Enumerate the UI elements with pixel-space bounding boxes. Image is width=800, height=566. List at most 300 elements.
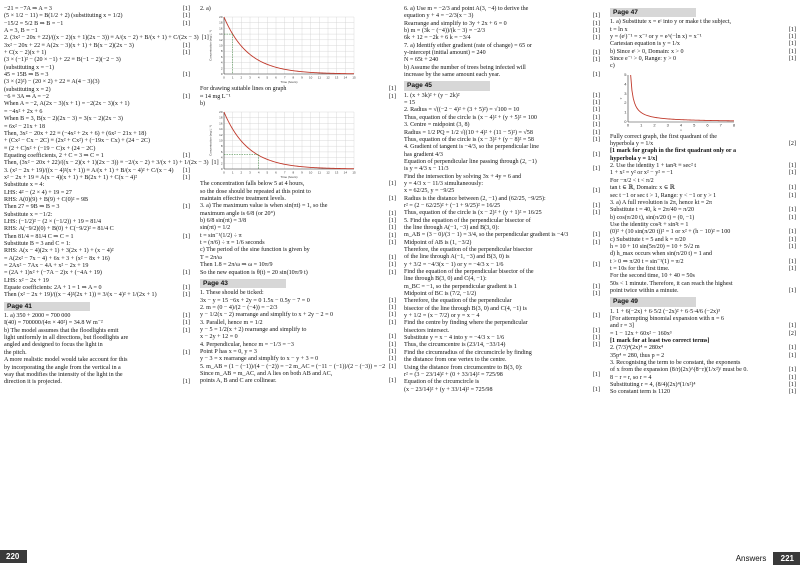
answer-line: [200, 371, 396, 378]
section-header: Page 41: [4, 302, 90, 311]
mark-allocation: [187, 263, 190, 270]
mark-allocation: [597, 254, 600, 261]
answer-text: is y = 4/3 x − 11/3: [404, 166, 449, 173]
answer-line: [404, 181, 600, 188]
answer-text: (3 × (2)²) − (20 × 2) + 22 ≡ A(4 − 3)(3): [4, 79, 100, 86]
x-tick-label: 8: [732, 122, 736, 128]
answer-text: Then 81/4 = 81/4 C ⇒ C = 1: [4, 233, 74, 240]
answer-line: [4, 226, 190, 233]
x-tick-label: 9: [301, 170, 303, 175]
series-curve: [631, 75, 734, 121]
mark-allocation: [597, 225, 600, 232]
answer-text: equation y + 4 = −2/3(x − 3): [404, 13, 474, 20]
answer-line: [200, 364, 396, 371]
mark-allocation: [597, 298, 600, 305]
y-tick-label: 20: [219, 15, 223, 20]
mark-allocation: [1]: [788, 207, 796, 214]
answer-text: Then 1.8 = 2π/ω ⇒ ω = 10π/9: [200, 262, 273, 269]
answer-text: Since e⁻ᵗ > 0, Range: y > 0: [610, 56, 677, 63]
mark-allocation: [1]: [388, 218, 396, 225]
answer-text: 3x − y = 15 −6x + 2y = 0 1.5x − 0.5y − 7 = 0: [200, 297, 310, 304]
answer-line: [4, 292, 190, 299]
mark-allocation: [1]: [592, 50, 600, 57]
mark-allocation: [187, 278, 190, 285]
mark-allocation: [1]: [788, 287, 796, 294]
answer-text: b) cos(π/20 t), sin(π/20 t) = (0, −1): [610, 214, 695, 221]
answer-line: [610, 367, 796, 374]
answer-line: [4, 146, 190, 153]
answer-line: [404, 50, 600, 57]
answer-text: b) m = (3k − (−4))/(k − 3) = −2/3: [404, 28, 486, 35]
y-tick-label: 1: [624, 109, 627, 115]
mark-allocation: [1]: [788, 26, 796, 33]
mark-allocation: [1]: [592, 57, 600, 64]
x-tick-label: 11: [317, 75, 321, 80]
answer-text: Thus, equation of the circle is (x − 4)² + (y + 5)² = 100: [404, 114, 537, 121]
mark-allocation: [597, 365, 600, 372]
mark-allocation: [1]: [388, 240, 396, 247]
mark-allocation: [1]: [182, 320, 190, 327]
x-tick-label: 13: [334, 75, 339, 80]
y-tick-label: 8: [220, 144, 223, 149]
section-header: Page 43: [200, 279, 286, 288]
answer-line: [4, 65, 190, 72]
answer-text: t = ln x: [610, 26, 628, 33]
answer-text: r² = (3 − 23/14)² + (0 + 33/14)² = 725/98: [404, 371, 503, 378]
y-tick-label: 6: [220, 55, 223, 60]
x-tick-label: 9: [301, 75, 303, 80]
mark-allocation: [1]: [182, 6, 190, 12]
mark-allocation: [1]: [182, 152, 190, 159]
answer-line: [610, 237, 796, 244]
y-tick-label: 14: [219, 32, 223, 37]
answer-text: 1. a) Substitute x = eᵗ into y or make t the subject,: [610, 19, 732, 26]
mark-allocation: [1]: [182, 327, 190, 334]
answer-text: Midpoint of AB is (1, −3/2): [404, 239, 472, 246]
mark-allocation: [187, 87, 190, 94]
footer: [0, 548, 800, 566]
answer-line: [4, 168, 190, 175]
answer-text: 5. Find the equation of the perpendicular bisector of: [404, 217, 531, 224]
mark-allocation: [793, 360, 796, 367]
mark-allocation: [1]: [592, 335, 600, 342]
mark-allocation: [1]: [388, 181, 396, 188]
answer-text: y = (eᵗ)⁻¹ = x⁻¹ or y = e^(−ln x) = x⁻¹: [610, 34, 702, 41]
answer-text: y − 1/2(x − 2) rearrange and simplify to x + 2y − 2 = 0: [200, 312, 334, 319]
answer-line: [4, 35, 209, 42]
answer-line: [610, 215, 796, 222]
y-tick-label: 3: [624, 90, 627, 96]
answer-line: [200, 181, 396, 188]
answer-text: = 15: [404, 100, 416, 107]
answer-text: has gradient 4/3: [404, 151, 443, 158]
answer-text: Rearrange and simplify to 3y + 2x + 6 = 0: [404, 20, 507, 27]
y-axis-label: Concentration (mg L⁻¹): [208, 125, 213, 157]
mark-allocation: [1]: [388, 378, 396, 385]
answer-text: 3. a) A full revolution is 2π, hence kt = 2π: [610, 199, 712, 206]
answer-text: = 2Ax² − 7Ax − 4A + x² − 2x + 19: [4, 263, 89, 270]
mark-allocation: [1]: [788, 345, 796, 352]
mark-allocation: [1]: [592, 129, 600, 136]
answer-text: y = 4/3 x − 11/3 simultaneously:: [404, 180, 484, 187]
left-page-number: 220: [0, 550, 27, 563]
mark-allocation: [1]: [388, 363, 396, 370]
answer-text: LHS: (−1/2)² − (2 × (−1/2)) + 19 = 81/4: [4, 218, 102, 225]
answer-line: [610, 288, 796, 295]
answer-text: t = sin⁻¹(1/2) ÷ π: [200, 232, 242, 239]
y-tick-label: 5: [624, 71, 627, 77]
answer-line: [4, 79, 190, 86]
x-tick-label: 2: [240, 75, 243, 80]
answer-text: 8 − r = r, so r = 4: [610, 374, 652, 381]
mark-allocation: [597, 357, 600, 364]
mark-allocation: [187, 241, 190, 248]
answer-text: and r = 3]: [610, 323, 634, 330]
answer-line: [404, 357, 600, 364]
answer-line: [610, 345, 796, 352]
answer-line: [4, 124, 190, 131]
mark-allocation: [1]: [388, 356, 396, 363]
answer-line: [4, 256, 190, 263]
answer-text: Therefore, the equation of the perpendicular bisector: [404, 247, 533, 253]
answer-text: angled and designed to focus the light in: [4, 342, 103, 349]
mark-allocation: [1]: [788, 389, 796, 396]
answers-label: Answers: [735, 554, 767, 563]
answer-line: [610, 316, 796, 323]
answer-text: maximum angle is 6/8 (or 20°): [200, 210, 276, 217]
answer-text: the pitch.: [4, 349, 27, 356]
answer-line: [200, 189, 396, 196]
answer-text: Substitute y = x − 4 into y = −4/3 x − 1/6: [404, 335, 505, 342]
mark-allocation: [1]: [788, 236, 796, 243]
answer-line: [4, 57, 190, 64]
mark-allocation: [1]: [182, 313, 190, 320]
answer-text: So constant term is 1120: [610, 389, 671, 396]
x-tick-label: 4: [257, 75, 260, 80]
mark-allocation: [597, 174, 600, 181]
mark-allocation: [597, 181, 600, 188]
answer-line: [200, 6, 396, 13]
answer-line: [4, 379, 190, 386]
answer-text: bisectors intersect.: [404, 327, 450, 334]
mark-allocation: [1]: [182, 285, 190, 292]
answer-line: [404, 379, 600, 386]
mark-allocation: [1]: [182, 174, 190, 181]
mark-allocation: [1]: [182, 94, 190, 101]
answer-line: [4, 320, 190, 327]
x-tick-label: 7: [283, 75, 286, 80]
mark-allocation: [1]: [788, 34, 796, 41]
answer-line: [610, 185, 796, 192]
answer-text: of the line through A(−1, −3) and B(3, 0) is: [404, 254, 510, 261]
answer-text: d) h_max occurs when sin(π/20 t) = 1 and: [610, 251, 712, 258]
x-tick-label: 5: [266, 170, 269, 175]
mark-allocation: [187, 124, 190, 131]
answer-line: [4, 270, 190, 277]
y-tick-label: 2: [624, 99, 627, 105]
answer-text: Equation of the circumcircle is: [404, 379, 480, 386]
section-header: Page 47: [610, 8, 696, 17]
mark-allocation: [1]: [592, 122, 600, 129]
answer-line: [610, 56, 796, 63]
answer-text: c) Substitute t = 5 and k = π/20: [610, 236, 686, 243]
mark-allocation: [187, 248, 190, 255]
answer-line: [610, 389, 796, 396]
answer-line: [200, 270, 396, 277]
y-tick-label: 16: [219, 121, 223, 126]
answer-text: = 1 − 12x + 60x² − 160x³: [610, 330, 672, 337]
answer-line: [610, 41, 796, 48]
answer-line: [610, 229, 796, 236]
mark-allocation: [793, 134, 796, 141]
answer-text: (x − 23/14)² + (y + 33/14)² = 725/98: [404, 386, 493, 393]
answer-line: [4, 190, 190, 197]
mark-allocation: [187, 146, 190, 153]
answer-line: [610, 170, 796, 177]
mark-allocation: [393, 6, 396, 13]
answer-text: b) Assume the number of trees being infected will: [404, 64, 526, 71]
answer-text: + C(x − 2)(x + 1): [4, 50, 47, 57]
mark-allocation: [393, 101, 396, 108]
answer-text: of x from the expansion (8/r)(2x)^(8−r)(1/x²)ʳ must be 0.: [610, 367, 748, 374]
answer-text: x − 2y + 12 = 0: [200, 334, 238, 341]
answer-line: [4, 87, 190, 94]
answer-line: [404, 174, 600, 181]
mark-allocation: [187, 197, 190, 204]
mark-allocation: [1]: [788, 352, 796, 359]
y-tick-label: 0: [220, 72, 223, 77]
mark-allocation: [597, 276, 600, 283]
answer-text: = (2A + 1)x² + (−7A − 2)x + (−4A + 19): [4, 270, 102, 277]
mark-allocation: [1]: [592, 151, 600, 158]
answer-line: [200, 247, 396, 254]
answer-line: [404, 240, 600, 247]
answer-line: [404, 57, 600, 64]
answer-text: y − 5 = 1/2(x + 2) rearrange and simplify to: [200, 326, 307, 333]
mark-allocation: [187, 219, 190, 226]
answer-text: ≡ (2 + C)x² + (−19 − C)x + (24 − 2C): [4, 145, 96, 152]
mark-allocation: [1]: [592, 92, 600, 99]
mark-allocation: [1]: [182, 72, 190, 79]
y-tick-label: 16: [219, 26, 223, 31]
answer-line: [610, 49, 796, 56]
answer-text: When B = 3, B(x − 2)(2x − 3) = 3(x − 2)(2x − 3): [4, 116, 123, 123]
mark-allocation: [1]: [592, 210, 600, 217]
mark-allocation: [1]: [788, 382, 796, 389]
answer-line: [4, 372, 190, 379]
answer-line: [610, 200, 796, 207]
mark-allocation: [187, 365, 190, 372]
answer-text: the line through A(−1, −3) and B(3, 0):: [404, 224, 500, 231]
answer-text: hyperbola y = 1/x]: [610, 155, 658, 162]
answer-line: [610, 353, 796, 360]
answer-text: Substitute B = 3 and C = 1:: [4, 241, 71, 247]
mark-allocation: [1]: [592, 327, 600, 334]
mark-allocation: [1]: [388, 269, 396, 276]
answer-line: [404, 72, 600, 79]
answer-text: Using the distance from circumcentre to B(3, 0):: [404, 364, 523, 371]
mark-allocation: [187, 79, 190, 86]
answer-text: Use the identity cos²t + sin²t = 1: [610, 221, 689, 228]
answer-text: Then, 3x² − 20x + 22 ≡ (−4x² + 2x + 6) + (6x² − 21x + 18): [4, 130, 147, 137]
x-tick-label: 4: [257, 170, 260, 175]
answer-line: [200, 378, 396, 385]
answer-line: [404, 28, 600, 35]
right-page-number: 221: [773, 552, 800, 565]
mark-allocation: [187, 256, 190, 263]
answer-text: 3. Centre = midpoint (3, 8): [404, 122, 470, 129]
answer-line: [200, 342, 396, 349]
x-tick-label: 7: [283, 170, 286, 175]
x-tick-label: 10: [308, 170, 313, 175]
answer-line: [4, 197, 190, 204]
answer-text: light uniformly in all directions, but floodlights are: [4, 335, 129, 342]
answer-text: 2. a): [200, 6, 211, 12]
answer-line: [404, 122, 600, 129]
answer-text: point twice within a minute.: [610, 287, 679, 294]
answer-text: For drawing suitable lines on graph: [200, 86, 287, 93]
x-tick-label: 6: [275, 75, 277, 80]
y-tick-label: 8: [220, 49, 223, 54]
mark-allocation: [1]: [592, 239, 600, 246]
answer-text: Then, (3x² − 20x + 22)/((x − 2)(x + 1)(2x − 3)) ≡ −2/(x − 2) + 3/(x + 1) + 1/(2x − 3): [4, 160, 209, 167]
x-tick-label: 0: [223, 170, 225, 175]
answer-text: Midpoint of BC is (7/2, −1/2): [404, 291, 477, 298]
mark-allocation: [1]: [788, 56, 796, 63]
mark-allocation: [793, 309, 796, 316]
answer-line: [200, 334, 396, 341]
mark-allocation: [1]: [592, 232, 600, 239]
answer-line: [404, 262, 600, 269]
answer-text: Substitute x = 4:: [4, 182, 45, 189]
answer-line: [610, 193, 796, 200]
x-tick-label: 6: [706, 122, 709, 128]
mark-allocation: [1]: [211, 160, 219, 167]
answer-line: [4, 278, 190, 285]
mark-allocation: [1]: [592, 107, 600, 114]
x-tick-label: 1: [231, 75, 234, 80]
answer-line: [404, 320, 600, 327]
answer-text: −15/2 = 5/2 B ⇒ B = −1: [4, 20, 64, 27]
x-tick-label: 6: [275, 170, 277, 175]
mark-allocation: [1]: [388, 297, 396, 304]
answer-text: direction it is projected.: [4, 379, 62, 386]
answer-text: 2. Use the identity 1 + tan²t ≡ sec² t: [610, 163, 697, 170]
answer-line: [610, 273, 796, 280]
mark-allocation: [793, 19, 796, 26]
answer-line: [200, 312, 396, 319]
answer-text: Find the centre by finding where the perpendicular: [404, 320, 528, 327]
answer-line: [404, 130, 600, 137]
mark-allocation: [597, 65, 600, 72]
answer-line: [404, 284, 600, 291]
y-tick-label: 10: [219, 43, 223, 48]
answer-text: 50s < 1 minute. Therefore, it can reach the highest: [610, 280, 733, 287]
x-tick-label: 5: [693, 122, 696, 128]
mark-allocation: [1]: [182, 292, 190, 299]
answer-text: Substitute x = −1/2:: [4, 211, 53, 218]
answer-text: 6. a) Use m = −2/3 and point A(3, −4) to derive the: [404, 6, 529, 12]
mark-allocation: [1]: [592, 313, 600, 320]
concentration-chart-0: [208, 14, 358, 84]
answer-line: [404, 365, 600, 372]
mark-allocation: [1]: [388, 262, 396, 269]
answer-line: [404, 13, 600, 20]
x-tick-label: 0: [626, 122, 630, 128]
mark-allocation: [393, 371, 396, 378]
mark-allocation: [597, 306, 600, 313]
y-axis-label: Concentration (mg L⁻¹): [208, 30, 213, 62]
answer-text: 6k + 12 = −2k + 6 k = −3/4: [404, 35, 471, 42]
mark-allocation: [1]: [592, 100, 600, 107]
answer-line: [610, 266, 796, 273]
mark-allocation: [187, 190, 190, 197]
answer-text: 3. Recognising the term to be constant, the exponents: [610, 360, 741, 367]
section-header: Page 45: [404, 81, 490, 90]
answer-text: −6 ≡ 3A ⇒ A = −2: [4, 94, 49, 101]
answer-text: Find the circumradius of the circumcircle by finding: [404, 349, 532, 356]
answer-text: b) 6/8 sin(πt) = 3/8: [200, 218, 247, 225]
answer-text: b) The model assumes that the floodlights emit: [4, 327, 119, 334]
x-tick-label: 4: [679, 122, 683, 128]
mark-allocation: [1]: [182, 167, 190, 174]
answer-text: N = 65t + 240: [404, 57, 439, 64]
y-tick-label: 14: [219, 127, 223, 132]
x-tick-label: 2: [240, 170, 243, 175]
answer-line: [610, 382, 796, 389]
answer-text: Then 27 = 9B ⇒ B = 3: [4, 204, 60, 211]
x-tick-label: 11: [317, 170, 321, 175]
answer-line: [404, 387, 600, 394]
answer-text: For −π/2 < t < π/2: [610, 177, 654, 184]
answer-line: [200, 211, 396, 218]
mark-allocation: [597, 144, 600, 151]
answer-line: [610, 141, 796, 148]
y-tick-label: 4: [220, 60, 223, 65]
answer-text: bisector of the line through B(3, 0) and C(4, −1) is: [404, 305, 527, 312]
answer-line: [610, 375, 796, 382]
answer-text: 1. (x + 3k)² + (y − 2k)²: [404, 92, 460, 99]
x-tick-label: 0: [223, 75, 225, 80]
answer-line: [200, 327, 396, 334]
concentration-chart-2: [618, 72, 738, 132]
answer-text: 3x² − 20x + 22 ≡ A(2x − 3)(x + 1) + B(x − 2)(2x − 3): [4, 42, 134, 49]
answer-line: [404, 65, 600, 72]
answer-text: the distance from one vertex to the centre.: [404, 357, 507, 364]
mark-allocation: [1]: [182, 13, 190, 20]
answer-line: [404, 93, 600, 100]
answer-text: t > 0 ⇒ π/20 t = sin⁻¹(1) = π/2: [610, 258, 684, 265]
answer-text: (5 × 1/2 − 11) = B(1/2 + 2) (substituting x = 1/2): [4, 13, 123, 20]
mark-allocation: [1]: [182, 233, 190, 240]
answer-text: 1. a) 350 + 2000 = 700 000: [4, 313, 71, 320]
mark-allocation: [393, 203, 396, 210]
mark-allocation: [393, 247, 396, 254]
mark-allocation: [793, 178, 796, 185]
mark-allocation: [1]: [182, 20, 190, 27]
y-tick-label: 4: [624, 81, 627, 87]
answer-line: [200, 86, 396, 93]
mark-allocation: [597, 196, 600, 203]
mark-allocation: [1]: [388, 254, 396, 261]
mark-allocation: [1]: [388, 210, 396, 217]
answer-text: 2. Radius = √((−2 − 4)² + (3 + 5)²) = √100 = 10: [404, 107, 520, 114]
answer-text: c) The period of the sine function is given by: [200, 247, 310, 254]
answer-line: [4, 204, 190, 211]
answer-text: tan t ∈ ℝ, Domain: x ∈ ℝ: [610, 185, 675, 192]
mark-allocation: [1]: [592, 371, 600, 378]
answer-line: [200, 94, 396, 101]
